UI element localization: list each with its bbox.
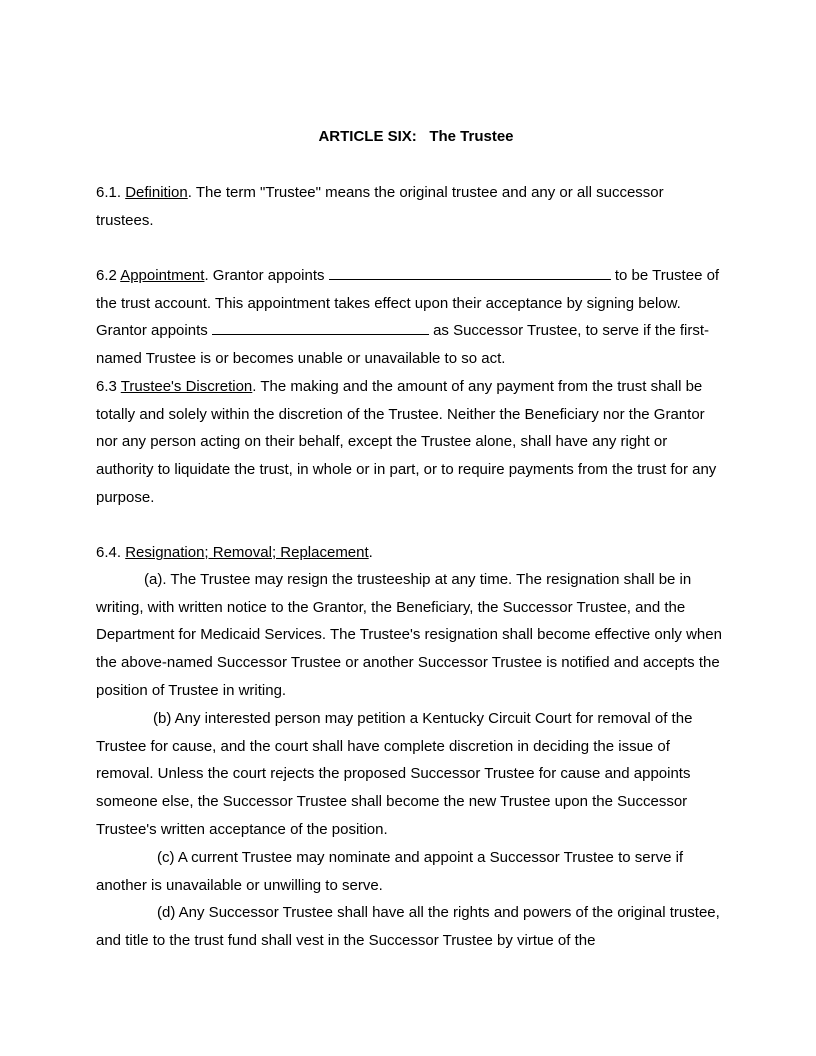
section-6-4-d: (d) Any Successor Trustee shall have all the rights and powers of the original trustee, and title to the trust fund shall vest in the Successor Trustee by virtue of the xyxy=(96,904,720,949)
section-6-1-heading: Definition xyxy=(125,184,188,201)
section-6-4-heading: Resignation; Removal; Replacement xyxy=(125,544,369,561)
section-6-4-c: (c) A current Trustee may nominate and appoint a Successor Trustee to serve if another is unavailable or unwilling to serve. xyxy=(96,849,684,894)
section-6-4-a: (a). The Trustee may resign the trusteeship at any time. The resignation shall be in writing, with written notice to the Grantor, the Beneficiary, the Successor Trustee, and the Department for Medicaid Services. The Trustee's resignation shall become effective only when the above-named Successor Trustee or another Successor Trustee is notified and accepts the position of Trustee in writing. xyxy=(96,571,722,699)
section-6-1-number: 6.1. xyxy=(96,184,122,201)
section-6-2-text-1: Grantor appoints xyxy=(212,267,325,284)
article-label: ARTICLE SIX: xyxy=(318,128,417,145)
successor-trustee-name-blank[interactable] xyxy=(212,320,429,335)
section-6-1-text: The term "Trustee" means the original trustee and any or all successor trustees. xyxy=(96,184,664,229)
article-name: The Trustee xyxy=(429,128,514,145)
trustee-name-blank[interactable] xyxy=(329,265,611,280)
section-6-4-number: 6.4. xyxy=(96,544,122,561)
section-6-1: 6.1. Definition. The term "Trustee" means the original trustee and any or all successor trustees. xyxy=(96,184,664,229)
section-6-3-text: The making and the amount of any payment from the trust shall be totally and solely within the discretion of the Trustee. Neither the Beneficiary nor the Grantor nor any person acting on their behalf, except the Trustee alone, shall have any right or authority to liquidate the trust, in whole or in part, or to require payments from the trust for any purpose. xyxy=(96,377,717,506)
section-6-4-b: (b) Any interested person may petition a Kentucky Circuit Court for removal of the Trustee for cause, and the court shall have complete discretion in deciding the issue of removal. Unless the court rejects the proposed Successor Trustee for cause and appoints someone else, the Successor Trustee shall become the new Trustee upon the Successor Trustee's written acceptance of the position. xyxy=(96,710,693,838)
section-6-3-number: 6.3 xyxy=(96,377,117,395)
section-6-2-text-3: as Successor Trustee, to serve if the first-named Trustee is or becomes unable or unavailable to so act. xyxy=(96,322,710,368)
document-page xyxy=(96,0,736,1056)
section-6-2-and-6-3: 6.2 Appointment. Grantor appoints to be Trustee of the trust account. This appointment takes effect upon their acceptance by signing below. Grantor appoints as Successor Trustee, to serve if the first-named Trustee is or becomes unable or unavailable to so act. 6.3 Trustee's Discretion. The making and the amount of any payment from the trust shall be totally and solely within the discretion of the Trustee. Neither the Beneficiary nor the Grantor nor any person acting on their behalf, except the Trustee alone, shall have any right or authority to liquidate the trust, in whole or in part, or to require payments from the trust for any purpose. xyxy=(96,267,720,506)
section-6-2-heading: Appointment xyxy=(120,267,205,284)
article-title xyxy=(96,128,736,145)
section-6-4-heading-line: 6.4. Resignation; Removal; Replacement. xyxy=(96,544,373,561)
section-6-2-number: 6.2 xyxy=(96,267,117,284)
section-6-3-heading: Trustee's Discretion xyxy=(120,377,253,395)
section-6-2-text-2: to be Trustee of the trust account. This appointment takes effect upon their acceptance by signing below. Grantor appoints xyxy=(96,267,720,340)
